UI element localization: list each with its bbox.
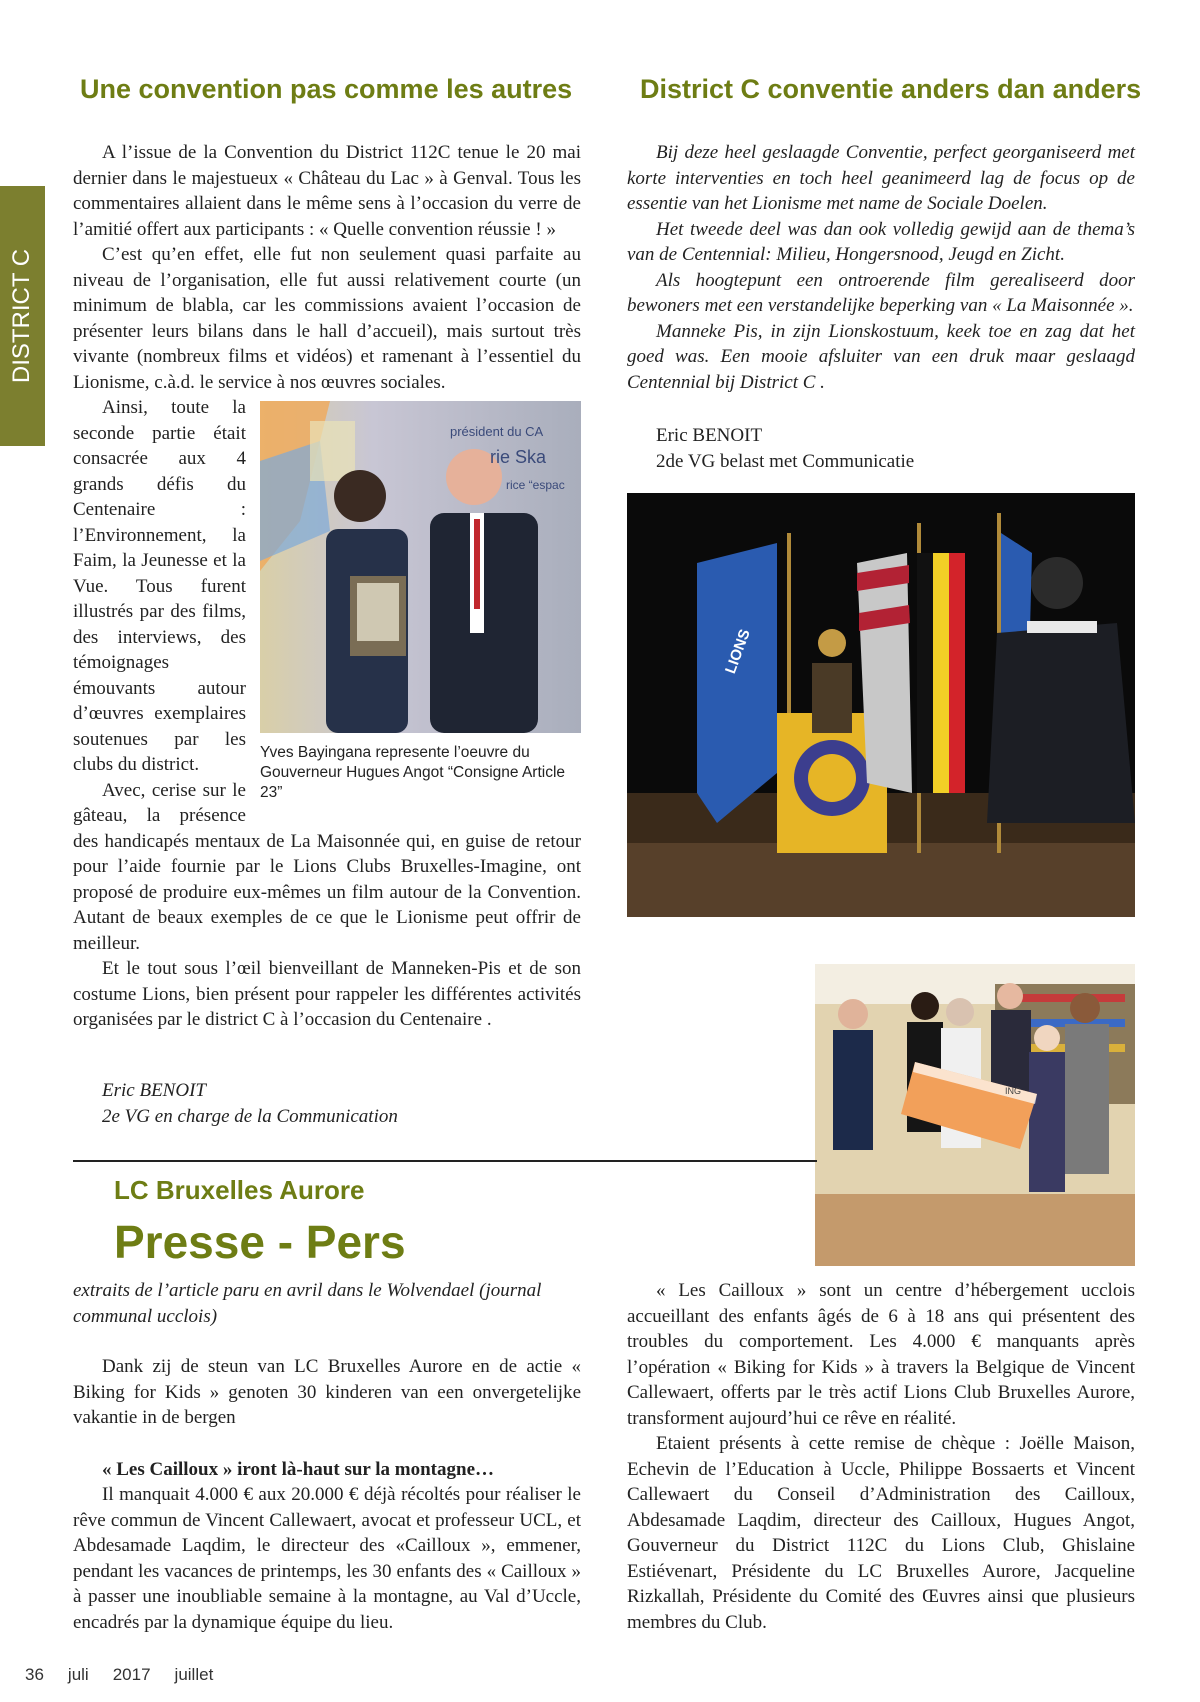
press-subheading: « Les Cailloux » iront là-haut sur la montagne… — [102, 1458, 495, 1480]
press-left-column — [73, 1278, 581, 1635]
stage-flags-photo — [627, 493, 1135, 917]
flag-lions-text: LIONS — [722, 627, 754, 676]
french-paragraph: Ainsi, toute la seconde partie était consacrée aux 4 grands défis du Centenaire : l’Environnement, la Faim, la Jeunesse et la Vue. Tous furent illustrés par des films, des interviews, des témoignages émouvants autour d’œuvres exemplaires soutenues par les clubs du district. — [73, 397, 246, 775]
dutch-signature — [656, 423, 914, 475]
press-paragraph: Il manquait 4.000 € aux 20.000 € déjà récoltés pour réaliser le rêve commun de Vincent Callewaert, avocat et professeur UCL, et Abdesamade Laqdim, le directeur des «Cailloux », emmener, pendant les vacances de printemps, les 30 enfants des « Cailloux » à passer une inoubliable semaine à la montagne, au Val d’Uccle, encadrés par la dynamique équipe du lieu. — [73, 1484, 581, 1633]
french-article-title: Une convention pas comme les autres — [80, 74, 573, 104]
french-signature — [102, 1078, 398, 1130]
dutch-paragraph: Bij deze heel geslaagde Conventie, perfect georganiseerd met korte interventies en toch heel geanimeerd lag de focus op de essentie van het Lionisme met name de Sociale Doelen. — [627, 142, 1135, 214]
stage-flags-image — [627, 493, 1135, 917]
award-photo-caption: Yves Bayingana represente l’oeuvre du Gouverneur Hugues Angot “Consigne Article 23” — [260, 744, 566, 801]
page-number: 36 — [25, 1665, 44, 1684]
footer-month-fr: juillet — [174, 1665, 214, 1684]
dutch-paragraph: Manneke Pis, in zijn Lionskostuum, keek toe en zag dat het goed was. Een mooie afsluiter van een druk maar geslaagd Centennial bij District C . — [627, 320, 1135, 393]
french-paragraph: C’est qu’en effet, elle fut non seulement quasi parfaite au niveau de l’organisation, elle fut aussi relativement courte (un minimum de blabla, car les commissions avaient l’occasion de présenter leurs bilans dans le hall d’accueil), mais surtout très vivante (nombreux films et vidéos) et ramenant à l’essentiel du Lionisme, c.à.d. le service à nos œuvres sociales. — [73, 244, 581, 393]
press-title: Presse - Pers — [114, 1216, 406, 1268]
dutch-author: Eric BENOIT — [656, 425, 763, 446]
press-intro: extraits de l’article paru en avril dans le Wolvendael (journal communal ucclois) — [73, 1280, 542, 1327]
french-article-body — [73, 140, 581, 1033]
screen-text-line1: président du CA — [450, 424, 544, 439]
cheque-bank-text: ING — [1005, 1086, 1022, 1096]
press-right-column — [627, 1278, 1135, 1635]
section-divider — [73, 1160, 817, 1162]
side-tab-label: DISTRICT C — [8, 248, 35, 384]
french-author-role: 2e VG en charge de la Communication — [102, 1106, 398, 1127]
page-footer — [25, 1665, 213, 1685]
dutch-paragraph: Het tweede deel was dan ook volledig gewijd aan de thema’s van de Centennial: Milieu, Hongersnood, Jeugd en Zicht. — [627, 218, 1135, 265]
dutch-article-body — [627, 140, 1135, 395]
footer-month-nl: juli — [67, 1665, 89, 1684]
dutch-article-title: District C conventie anders dan anders — [640, 74, 1142, 104]
cheque-presentation-image — [815, 964, 1135, 1266]
french-paragraph: Avec, cerise sur le gâteau, la présence des handicapés mentaux de La Maisonnée qui, en guise de retour pour l’aide fournie par le Lions Clubs Bruxelles-Imagine, ont proposé de produire eux-mêmes un film autour de la Convention. Autant de beaux exemples de ce que le Lionisme peut offrir de meilleur. — [73, 779, 581, 954]
press-kicker: LC Bruxelles Aurore — [114, 1175, 365, 1205]
dutch-author-role: 2de VG belast met Communicatie — [656, 451, 915, 472]
footer-year: 2017 — [112, 1665, 151, 1684]
french-paragraph: A l’issue de la Convention du District 112C tenue le 20 mai dernier dans le majestueux « Château du Lac » à Genval. Tous les commentaires allaient dans le même sens à l’occasion du verre de l’amitié offert aux participants : « Quelle convention réussie ! » — [73, 142, 581, 240]
press-paragraph: « Les Cailloux » sont un centre d’hébergement ucclois accueillant des enfants âgés de 6 à 18 ans qui présentent des troubles du comportement. Les 4.000 € manquants après l’opération « Biking for Kids » à travers la Belgique de Vincent Callewaert, offerts par le très actif Lions Club Bruxelles Aurore, transforment aujourd’hui ce rêve en réalité. — [627, 1280, 1135, 1429]
screen-text-line3: rice “espac — [506, 478, 565, 492]
side-tab — [0, 186, 45, 446]
press-paragraph: Etaient présents à cette remise de chèque : Joëlle Maison, Echevin de l’Education à Uccle, Philippe Bossaerts et Vincent Callewaert du Conseil d’Administration des Cailloux, Abdesamade Laqdim, directeur des Cailloux, Hugues Angot, Gouverneur du District 112C du Lions Club, Ghislaine Estiévenart, Présidente du LC Bruxelles Aurore, Jacqueline Rizkallah, Présidente du Comité des Œuvres ainsi que plusieurs membres du Club. — [627, 1433, 1135, 1633]
press-dutch-summary: Dank zij de steun van LC Bruxelles Aurore en de actie « Biking for Kids » genoten 30 kinderen van een onvergetelijke vakantie in de bergen — [73, 1356, 581, 1428]
french-paragraph: Et le tout sous l’œil bienveillant de Manneken-Pis et de son costume Lions, bien présent pour rappeler les différentes activités organisées par le district C à l’occasion du Centenaire . — [73, 958, 581, 1030]
french-author: Eric BENOIT — [102, 1080, 206, 1101]
screen-text-line2: rie Ska — [490, 447, 547, 467]
convention-award-photo-block — [260, 401, 581, 819]
dutch-paragraph: Als hoogtepunt een ontroerende film gerealiseerd door bewoners met een verstandelijke beperking van « La Maisonnée ». — [627, 269, 1135, 316]
award-ceremony-photo — [260, 401, 581, 733]
cheque-presentation-photo — [815, 964, 1135, 1266]
